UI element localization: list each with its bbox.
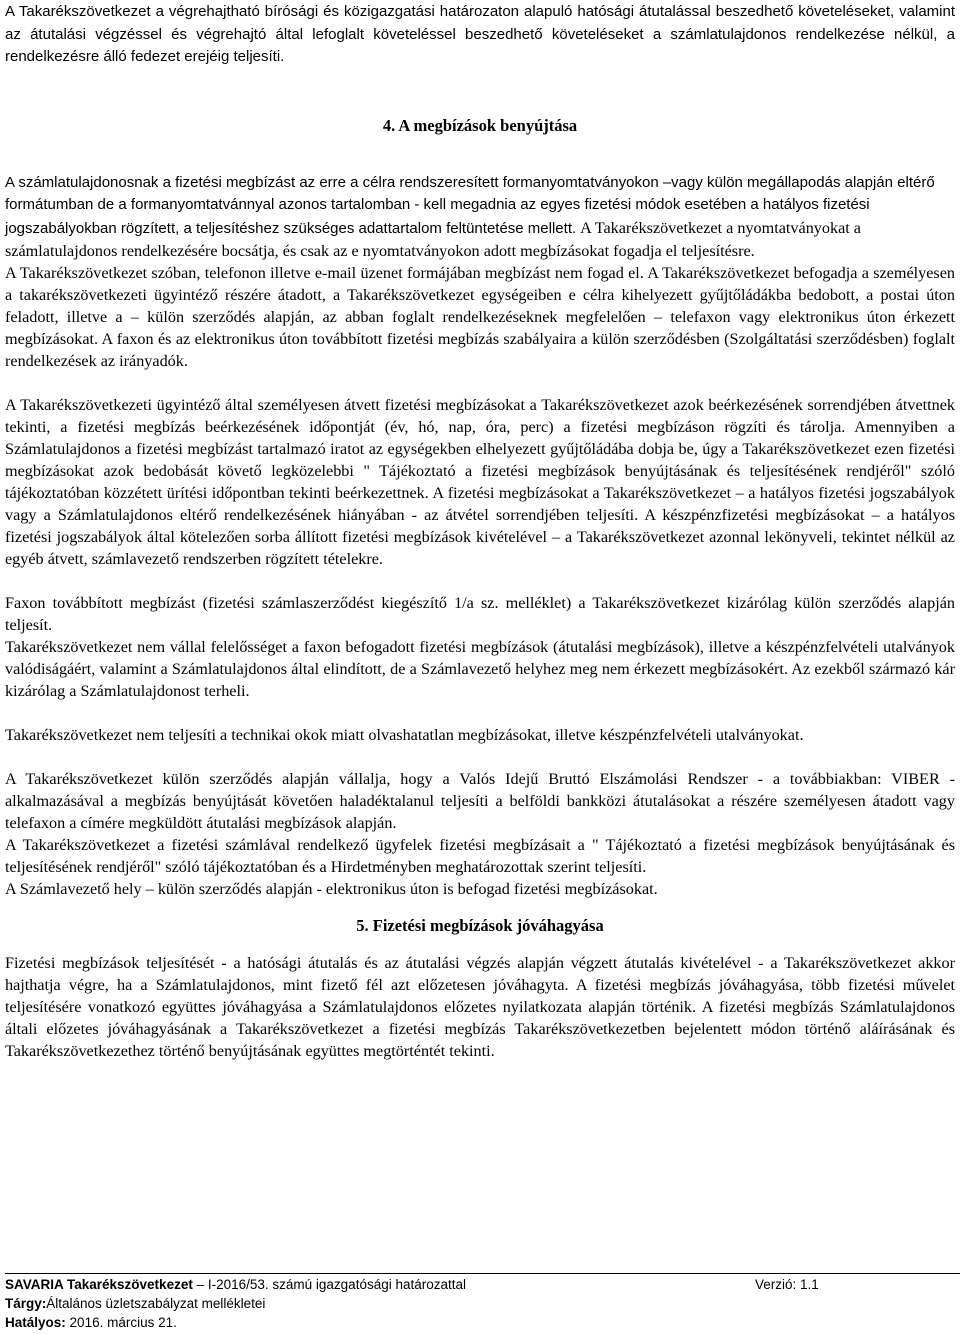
section-4-paragraph-5: Takarékszövetkezet nem vállal felelősséget a faxon befogadott fizetési megbízások (átutalási megbízások), illetve a készpénzfelvételi utalványok valódiságáért, valamint a Számlatulajdonos által elindított, de a Számlavezető helyhez meg nem érkezett megbízásokért. Az ezekből származó kár kizárólag a Számlatulajdonost terheli. xyxy=(5,638,955,700)
footer-resolution: – I-2016/53. számú igazgatósági határozattal xyxy=(196,1277,467,1292)
section-4-heading: 4. A megbízások benyújtása xyxy=(382,115,578,135)
section-4-paragraph-8: A Takarékszövetkezet a fizetési számlával rendelkező ügyfelek fizetési megbízásait a " Tájékoztató a fizetési megbízások benyújtásának és teljesítésének rendjéről" szóló tájékoztatóban és a Hirdetményben meghatározottak szerint teljesíti. xyxy=(5,836,955,876)
footer-version: Verzió: 1.1 xyxy=(755,1277,819,1292)
section-4-paragraph-4: Faxon továbbított megbízást (fizetési számlaszerződést kiegészítő 1/a sz. melléklet) a Takarékszövetkezet kizárólag külön szerződés alapján teljesít. xyxy=(5,594,955,634)
section-5-heading: 5. Fizetési megbízások jóváhagyása xyxy=(356,916,604,935)
section-4-paragraph-3: A Takarékszövetkezeti ügyintéző által személyesen átvett fizetési megbízásokat a Takarékszövetkezet azok beérkezésének sorrendjében átvettnek tekinti, a fizetési megbízás beérkezésének időpontját (év, hó, nap, óra, perc) a fizetési megbízáson rögzíti és tárolja. Amennyiben a Számlatulajdonos a fizetési megbízást tartalmazó iratot az egységekben elhelyezett gyűjtőládába dobja be, úgy a Takarékszövetkezet ezen fizetési megbízásokat azok bedobását követő legközelebbi " Tájékoztató a fizetési megbízások benyújtásának és teljesítésének rendjéről" szóló tájékoztatóban közzétett ürítési időpontban tekinti beérkezettnek. A fizetési megbízásokat a Takarékszövetkezet – a hatályos fizetési jogszabályok vagy a Számlatulajdonos eltérő rendelkezésének hiányában - az átvétel sorrendjében teljesíti. A készpénzfizetési megbízásokat – a hatályos fizetési jogszabályok által kötelezően sorba állított fizetési megbízások kivételével – a Takarékszövetkezet azonnal lekönyveli, tekintet nélkül az egyéb átvett, számlavezető rendszerben rögzített tételekre. xyxy=(5,396,955,568)
page-footer xyxy=(5,1275,955,1332)
footer-institution: SAVARIA Takarékszövetkezet xyxy=(5,1277,193,1292)
section-4-paragraph-1b: A Takarékszövetkezet a nyomtatványokat a számlatulajdonos rendelkezésére bocsátja, és csak az e nyomtatványokon adott megbízásokat fogadja el teljesítésre. xyxy=(5,218,861,260)
section-4-paragraph-1: A számlatulajdonosnak a fizetési megbízást az erre a célra rendszeresített formanyomtatványokon –vagy külön megállapodás alapján eltérő formátumban de a formanyomtatvánnyal azonos tartalomban - kell megadnia az egyes fizetési módok esetében a hatályos fizetési jogszabályokban rögzített, a teljesítéshez szükséges adattartalom feltüntetése mellett. xyxy=(5,173,935,237)
footer-subject-label: Tárgy: xyxy=(5,1296,47,1311)
section-4-paragraph-6: Takarékszövetkezet nem teljesíti a technikai okok miatt olvashatatlan megbízásokat, illetve készpénzfelvételi utalványokat. xyxy=(5,726,804,744)
footer-divider xyxy=(5,1273,960,1274)
footer-effective-label: Hatályos: xyxy=(5,1315,66,1330)
footer-subject: Általános üzletszabályzat mellékletei xyxy=(46,1296,266,1311)
section-4-paragraph-7: A Takarékszövetkezet külön szerződés alapján vállalja, hogy a Valós Idejű Bruttó Elszámolási Rendszer - a továbbiakban: VIBER - alkalmazásával a megbízás benyújtását követően haladéktalanul teljesíti a belföldi bankközi átutalásokat a részére személyesen átadott vagy telefaxon a címére megküldött átutalási megbízások alapján. xyxy=(5,770,955,832)
section-4-paragraph-2: A Takarékszövetkezet szóban, telefonon illetve e-mail üzenet formájában megbízást nem fogad el. A Takarékszövetkezet befogadja a személyesen a takarékszövetkezeti ügyintéző részére átadott, a Takarékszövetkezet egységeiben e célra kihelyezett gyűjtőládákba bedobott, a postai úton feladott, illetve a – külön szerződés alapján, az abban foglalt rendelkezéseknek megfelelően – telefaxon vagy elektronikus úton érkezett megbízásokat. A faxon és az elektronikus úton továbbított fizetési megbízás szabályaira a külön szerződésben (Szolgáltatási szerződésben) foglalt rendelkezések az irányadók. xyxy=(5,264,955,370)
document-body xyxy=(5,1,955,1062)
section-4-paragraph-9: A Számlavezető hely – külön szerződés alapján - elektronikus úton is befogad fizetési megbízásokat. xyxy=(5,880,658,898)
footer-effective-date: 2016. március 21. xyxy=(69,1315,177,1330)
section-5-paragraph-1: Fizetési megbízások teljesítését - a hatósági átutalás és az átutalási végzés alapján végzett átutalás kivételével - a Takarékszövetkezet akkor hajthatja végre, ha a Számlatulajdonos, mint fizető fél azt előzetesen jóváhagyta. A fizetési megbízás jóváhagyása, több fizetési művelet teljesítésére vonatkozó együttes jóváhagyása a Számlatulajdonos előzetes nyilatkozata alapján történik. A fizetési megbízás Számlatulajdonos általi előzetes jóváhagyásának a Takarékszövetkezet a fizetési megbízás Takarékszövetkezetben bejelentett módon történő aláírásának és Takarékszövetkezethez történő benyújtásának együttes megtörténtét tekinti. xyxy=(5,954,955,1060)
intro-paragraph: A Takarékszövetkezet a végrehajtható bírósági és közigazgatási határozaton alapuló hatósági átutalással beszedhető követeléseket, valamint az átutalási végzéssel és végrehajtó által lefoglalt követeléssel beszedhető követeléseket a számlatulajdonos rendelkezése nélkül, a rendelkezésre álló fedezet erejéig teljesíti. xyxy=(5,3,955,65)
